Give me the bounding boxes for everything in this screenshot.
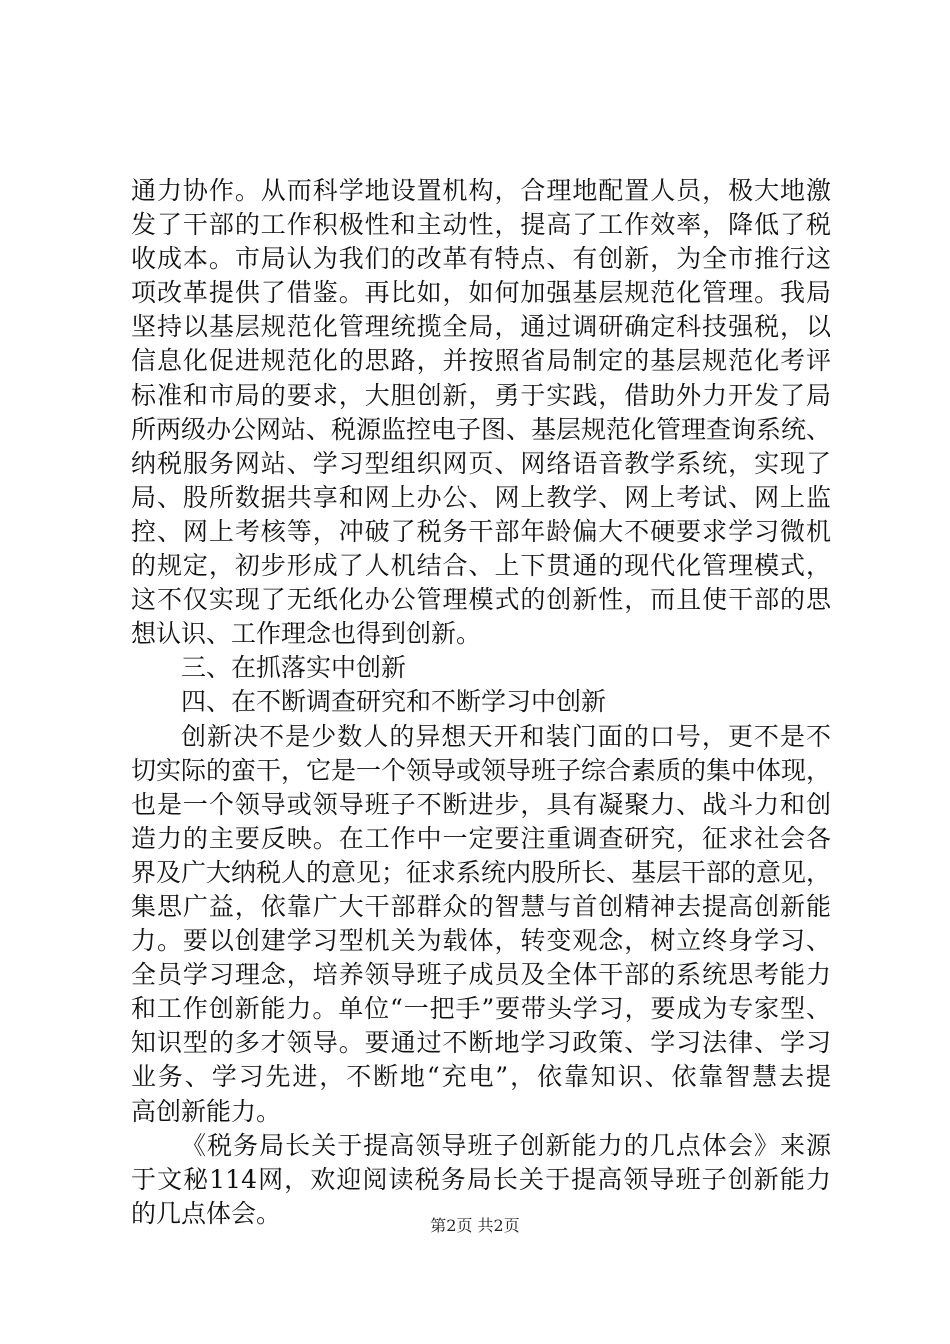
text-line: 力。要以创建学习型机关为载体，转变观念，树立终身学习、 [131,926,831,956]
text-line: 的几点体会。 [131,1198,282,1228]
text-line: 信息化促进规范化的思路，并按照省局制定的基层规范化考评 [131,346,831,376]
text-line: 控、网上考核等，冲破了税务干部年龄偏大不硬要求学习微机 [131,516,831,546]
text-line: 集思广益，依靠广大干部群众的智慧与首创精神去提高创新能 [131,891,831,921]
text-line: 也是一个领导或领导班子不断进步，具有凝聚力、战斗力和创 [131,789,831,819]
text-line: 局、股所数据共享和网上办公、网上教学、网上考试、网上监 [131,482,831,512]
text-line: 界及广大纳税人的意见；征求系统内股所长、基层干部的意见， [131,857,832,887]
text-line: 想认识、工作理念也得到创新。 [131,619,482,649]
page-footer: 第2页 共2页 [430,1216,520,1235]
section-heading: 三、在抓落实中创新 [181,653,407,683]
text-line: 坚持以基层规范化管理统揽全局，通过调研确定科技强税，以 [131,312,831,342]
text-line: 项改革提供了借鉴。再比如，如何加强基层规范化管理。我局 [131,278,831,308]
text-line: 标准和市局的要求，大胆创新，勇于实践，借助外力开发了局 [131,380,831,410]
text-line: 通力协作。从而科学地设置机构，合理地配置人员，极大地激 [131,176,831,205]
text-line: 业务、学习先进，不断地“充电”，依靠知识、依靠智慧去提 [131,1062,831,1092]
text-line: 所两级办公网站、税源监控电子图、基层规范化管理查询系统、 [131,414,832,444]
text-line: 知识型的多才领导。要通过不断地学习政策、学习法律、学习 [131,1028,831,1058]
text-line: 于文秘114网，欢迎阅读税务局长关于提高领导班子创新能力 [131,1164,831,1194]
text-line: 高创新能力。 [131,1096,282,1126]
text-line: 造力的主要反映。在工作中一定要注重调查研究，征求社会各 [131,823,831,853]
text-line: 《税务局长关于提高领导班子创新能力的几点体会》来源 [181,1130,831,1160]
text-line: 这不仅实现了无纸化办公管理模式的创新性，而且使干部的思 [131,585,831,615]
text-line: 全员学习理念，培养领导班子成员及全体干部的系统思考能力 [131,960,831,990]
document-body [131,174,831,1231]
text-line: 创新决不是少数人的异想天开和装门面的口号，更不是不 [181,721,831,751]
text-line: 纳税服务网站、学习型组织网页、网络语音教学系统，实现了 [131,448,831,478]
text-line: 的规定，初步形成了人机结合、上下贯通的现代化管理模式， [131,551,831,581]
section-heading: 四、在不断调查研究和不断学习中创新 [181,687,607,717]
text-line: 发了干部的工作积极性和主动性，提高了工作效率，降低了税 [131,210,831,240]
text-line: 收成本。市局认为我们的改革有特点、有创新，为全市推行这 [131,244,831,274]
text-line: 和工作创新能力。单位“一把手”要带头学习，要成为专家型、 [131,994,831,1024]
text-line: 切实际的蛮干，它是一个领导或领导班子综合素质的集中体现， [131,755,832,785]
